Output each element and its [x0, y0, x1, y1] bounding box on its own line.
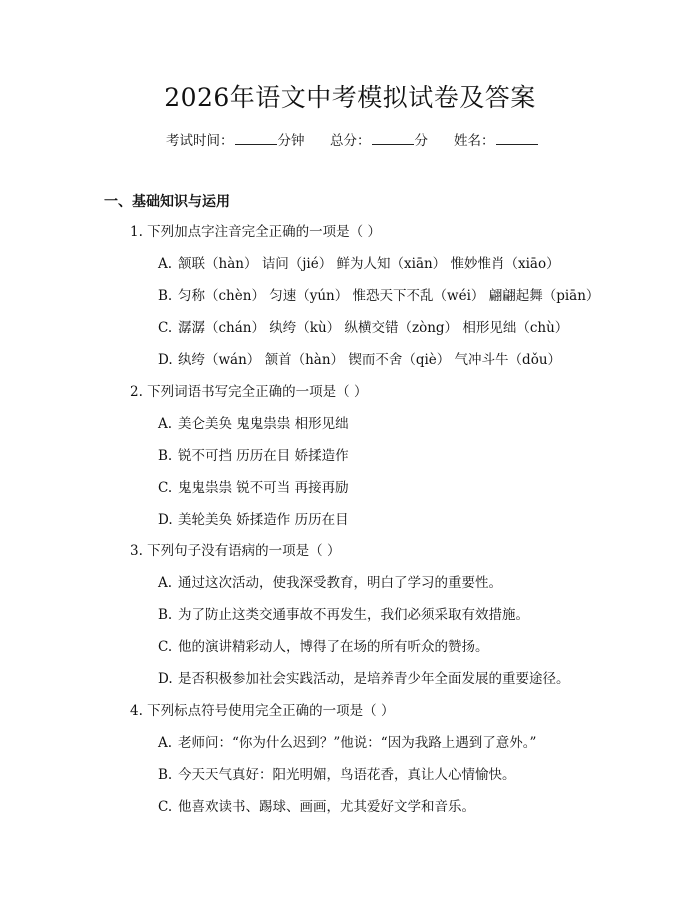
question-3-option-c	[158, 637, 489, 657]
question-3-stem: 3. 下列句子没有语病的一项是（ ）	[130, 543, 341, 559]
option-letter: C.	[158, 320, 173, 336]
question-3-option-b	[158, 605, 529, 625]
question-1-option-c	[158, 318, 568, 338]
option-letter: B.	[158, 288, 173, 304]
exam-time-label: 考试时间：	[166, 133, 234, 149]
option-letter: B.	[158, 767, 173, 783]
section-heading: 一、基础知识与运用	[104, 194, 230, 210]
total-score-field	[330, 131, 428, 151]
question-3-option-a	[158, 573, 502, 593]
option-text: 老师问：“你为什么迟到？”他说：“因为我路上遇到了意外。”	[178, 735, 537, 751]
question-1-option-b	[158, 286, 599, 306]
option-text: 美仑美奂 鬼鬼祟祟 相形见绌	[178, 416, 349, 432]
option-text: 潺潺（chán） 纨绔（kù） 纵横交错（zòng） 相形见绌（chù）	[178, 320, 569, 336]
option-text: 纨绔（wán） 颔首（hàn） 锲而不舍（qiè） 气冲斗牛（dǒu）	[178, 352, 562, 368]
total-score-blank	[372, 131, 414, 145]
option-text: 今天天气真好：阳光明媚，鸟语花香，真让人心情愉快。	[178, 767, 516, 783]
option-letter: D.	[158, 352, 173, 368]
option-letter: A.	[158, 735, 173, 751]
question-2-option-c	[158, 478, 349, 498]
total-score-unit: 分	[414, 133, 428, 149]
option-letter: C.	[158, 639, 173, 655]
option-letter: C.	[158, 799, 173, 815]
option-text: 通过这次活动，使我深受教育，明白了学习的重要性。	[178, 575, 502, 591]
option-letter: A.	[158, 416, 173, 432]
option-letter: B.	[158, 448, 173, 464]
option-letter: B.	[158, 607, 173, 623]
question-2-option-d	[158, 510, 349, 530]
option-letter: D.	[158, 512, 173, 528]
option-text: 是否积极参加社会实践活动，是培养青少年全面发展的重要途径。	[178, 671, 570, 687]
option-text: 锐不可挡 历历在目 娇揉造作	[178, 448, 349, 464]
question-4-option-b	[158, 765, 516, 785]
option-text: 颔联（hàn） 诘问（jié） 鲜为人知（xiān） 惟妙惟肖（xiāo）	[178, 256, 560, 272]
option-text: 他喜欢读书、踢球、画画，尤其爱好文学和音乐。	[178, 799, 475, 815]
student-name-label: 姓名：	[454, 133, 495, 149]
option-letter: A.	[158, 575, 173, 591]
option-text: 鬼鬼祟祟 锐不可当 再接再励	[178, 480, 349, 496]
option-letter: A.	[158, 256, 173, 272]
question-1-option-d	[158, 350, 561, 370]
question-1-stem: 1. 下列加点字注音完全正确的一项是（ ）	[130, 224, 381, 240]
exam-time-field	[166, 131, 305, 151]
exam-time-unit: 分钟	[277, 133, 305, 149]
option-text: 为了防止这类交通事故不再发生，我们必须采取有效措施。	[178, 607, 529, 623]
option-text: 美轮美奂 娇揉造作 历历在目	[178, 512, 349, 528]
question-4-option-a	[158, 733, 536, 753]
option-text: 匀称（chèn） 匀速（yún） 惟恐天下不乱（wéi） 翩翩起舞（piān）	[178, 288, 600, 304]
question-3-option-d	[158, 669, 570, 689]
option-text: 他的演讲精彩动人，博得了在场的所有听众的赞扬。	[178, 639, 489, 655]
total-score-label: 总分：	[330, 133, 371, 149]
question-2-stem: 2. 下列词语书写完全正确的一项是（ ）	[130, 384, 368, 400]
exam-time-blank	[235, 131, 277, 145]
option-letter: D.	[158, 671, 173, 687]
question-4-option-c	[158, 797, 475, 817]
question-4-stem: 4. 下列标点符号使用完全正确的一项是（ ）	[130, 703, 395, 719]
student-name-field	[454, 131, 539, 151]
question-2-option-a	[158, 414, 349, 434]
question-1-option-a	[158, 254, 560, 274]
question-2-option-b	[158, 446, 349, 466]
exam-title: 2026年语文中考模拟试卷及答案	[164, 83, 536, 112]
option-letter: C.	[158, 480, 173, 496]
student-name-blank	[496, 131, 538, 145]
